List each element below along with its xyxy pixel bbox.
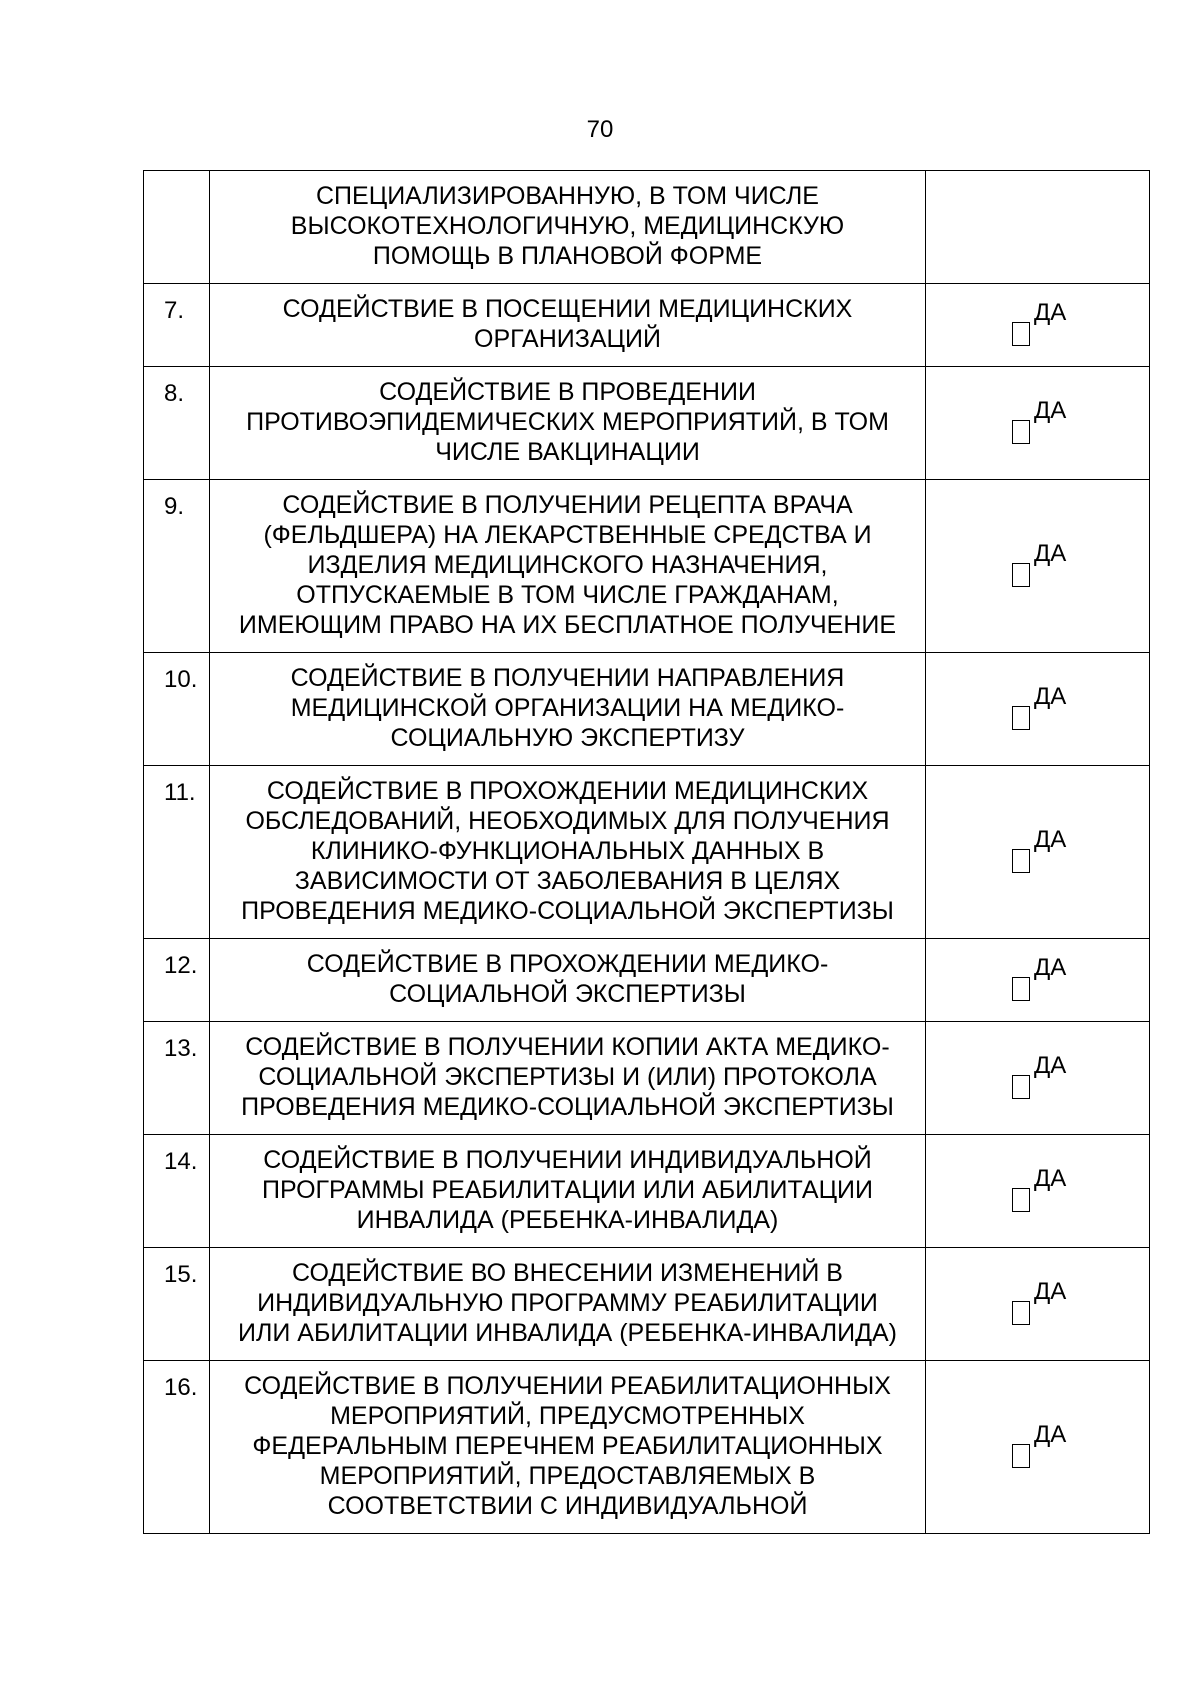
yes-option[interactable]: [1012, 1422, 1102, 1472]
yes-option[interactable]: [1012, 1279, 1102, 1329]
yes-label: ДА: [1034, 1165, 1067, 1192]
checkbox[interactable]: [1012, 977, 1030, 1001]
service-description: СОДЕЙСТВИЕ В ПОЛУЧЕНИИ РЕАБИЛИТАЦИОННЫХ МЕРОПРИЯТИЙ, ПРЕДУСМОТРЕННЫХ ФЕДЕРАЛЬНЫМ ПЕРЕЧНЕМ РЕАБИЛИТАЦИОННЫХ МЕРОПРИЯТИЙ, ПРЕДОСТАВЛЯЕМЫХ В СООТВЕТСТВИИ С ИНДИВИДУАЛЬНОЙ: [210, 1361, 926, 1534]
yes-label: ДА: [1034, 954, 1067, 981]
table-row: [144, 1361, 1150, 1534]
yes-option[interactable]: [1012, 300, 1102, 350]
checkbox[interactable]: [1012, 420, 1030, 444]
table-row: [144, 653, 1150, 766]
yes-label: ДА: [1034, 826, 1067, 853]
answer-cell: [926, 653, 1150, 766]
table-row: [144, 171, 1150, 284]
answer-cell: [926, 367, 1150, 480]
checkbox[interactable]: [1012, 706, 1030, 730]
table-row: [144, 766, 1150, 939]
answer-cell: [926, 1248, 1150, 1361]
page-number: 70: [586, 116, 614, 143]
yes-label: ДА: [1034, 299, 1067, 326]
yes-label: ДА: [1034, 683, 1067, 710]
table-row: [144, 1248, 1150, 1361]
service-description: СПЕЦИАЛИЗИРОВАННУЮ, В ТОМ ЧИСЛЕ ВЫСОКОТЕХНОЛОГИЧНУЮ, МЕДИЦИНСКУЮ ПОМОЩЬ В ПЛАНОВОЙ ФОРМЕ: [210, 171, 926, 284]
answer-cell: [926, 1022, 1150, 1135]
services-table: [143, 170, 1150, 1534]
yes-option[interactable]: [1012, 827, 1102, 877]
row-number: 12.: [144, 939, 210, 1022]
yes-label: ДА: [1034, 397, 1067, 424]
checkbox[interactable]: [1012, 1075, 1030, 1099]
service-description: СОДЕЙСТВИЕ В ПОЛУЧЕНИИ КОПИИ АКТА МЕДИКО- СОЦИАЛЬНОЙ ЭКСПЕРТИЗЫ И (ИЛИ) ПРОТОКОЛА ПРОВЕДЕНИЯ МЕДИКО-СОЦИАЛЬНОЙ ЭКСПЕРТИЗЫ: [210, 1022, 926, 1135]
yes-option[interactable]: [1012, 398, 1102, 448]
service-description: СОДЕЙСТВИЕ В ПРОХОЖДЕНИИ МЕДИЦИНСКИХ ОБСЛЕДОВАНИЙ, НЕОБХОДИМЫХ ДЛЯ ПОЛУЧЕНИЯ КЛИНИКО-ФУНКЦИОНАЛЬНЫХ ДАННЫХ В ЗАВИСИМОСТИ ОТ ЗАБОЛЕВАНИЯ В ЦЕЛЯХ ПРОВЕДЕНИЯ МЕДИКО-СОЦИАЛЬНОЙ ЭКСПЕРТИЗЫ: [210, 766, 926, 939]
answer-cell: [926, 284, 1150, 367]
yes-option[interactable]: [1012, 684, 1102, 734]
row-number: 9.: [144, 480, 210, 653]
service-description: СОДЕЙСТВИЕ В ПОЛУЧЕНИИ НАПРАВЛЕНИЯ МЕДИЦИНСКОЙ ОРГАНИЗАЦИИ НА МЕДИКО- СОЦИАЛЬНУЮ ЭКСПЕРТИЗУ: [210, 653, 926, 766]
table-row: [144, 284, 1150, 367]
row-number: 10.: [144, 653, 210, 766]
row-number: 15.: [144, 1248, 210, 1361]
service-description: СОДЕЙСТВИЕ В ПОЛУЧЕНИИ РЕЦЕПТА ВРАЧА (ФЕЛЬДШЕРА) НА ЛЕКАРСТВЕННЫЕ СРЕДСТВА И ИЗДЕЛИЯ МЕДИЦИНСКОГО НАЗНАЧЕНИЯ, ОТПУСКАЕМЫЕ В ТОМ ЧИСЛЕ ГРАЖДАНАМ, ИМЕЮЩИМ ПРАВО НА ИХ БЕСПЛАТНОЕ ПОЛУЧЕНИЕ: [210, 480, 926, 653]
answer-cell: [926, 480, 1150, 653]
service-description: СОДЕЙСТВИЕ В ПОСЕЩЕНИИ МЕДИЦИНСКИХ ОРГАНИЗАЦИЙ: [210, 284, 926, 367]
checkbox[interactable]: [1012, 563, 1030, 587]
row-number: 16.: [144, 1361, 210, 1534]
service-description: СОДЕЙСТВИЕ В ПОЛУЧЕНИИ ИНДИВИДУАЛЬНОЙ ПРОГРАММЫ РЕАБИЛИТАЦИИ ИЛИ АБИЛИТАЦИИ ИНВАЛИДА (РЕБЕНКА-ИНВАЛИДА): [210, 1135, 926, 1248]
yes-label: ДА: [1034, 540, 1067, 567]
checkbox[interactable]: [1012, 849, 1030, 873]
table-row: [144, 1135, 1150, 1248]
yes-option[interactable]: [1012, 541, 1102, 591]
answer-cell: [926, 766, 1150, 939]
checkbox[interactable]: [1012, 1301, 1030, 1325]
table-row: [144, 1022, 1150, 1135]
answer-cell: [926, 1135, 1150, 1248]
service-description: СОДЕЙСТВИЕ ВО ВНЕСЕНИИ ИЗМЕНЕНИЙ В ИНДИВИДУАЛЬНУЮ ПРОГРАММУ РЕАБИЛИТАЦИИ ИЛИ АБИЛИТАЦИИ ИНВАЛИДА (РЕБЕНКА-ИНВАЛИДА): [210, 1248, 926, 1361]
yes-option[interactable]: [1012, 1166, 1102, 1216]
row-number: 8.: [144, 367, 210, 480]
checkbox[interactable]: [1012, 1444, 1030, 1468]
yes-label: ДА: [1034, 1278, 1067, 1305]
table-row: [144, 480, 1150, 653]
answer-cell: [926, 939, 1150, 1022]
service-description: СОДЕЙСТВИЕ В ПРОХОЖДЕНИИ МЕДИКО- СОЦИАЛЬНОЙ ЭКСПЕРТИЗЫ: [210, 939, 926, 1022]
yes-label: ДА: [1034, 1052, 1067, 1079]
row-number: 13.: [144, 1022, 210, 1135]
checkbox[interactable]: [1012, 322, 1030, 346]
row-number: 14.: [144, 1135, 210, 1248]
yes-label: ДА: [1034, 1421, 1067, 1448]
table-row: [144, 367, 1150, 480]
row-number: 7.: [144, 284, 210, 367]
yes-option[interactable]: [1012, 1053, 1102, 1103]
answer-cell: [926, 1361, 1150, 1534]
row-number: [144, 171, 210, 284]
table-row: [144, 939, 1150, 1022]
answer-cell: [926, 171, 1150, 284]
yes-option[interactable]: [1012, 955, 1102, 1005]
checkbox[interactable]: [1012, 1188, 1030, 1212]
row-number: 11.: [144, 766, 210, 939]
service-description: СОДЕЙСТВИЕ В ПРОВЕДЕНИИ ПРОТИВОЭПИДЕМИЧЕСКИХ МЕРОПРИЯТИЙ, В ТОМ ЧИСЛЕ ВАКЦИНАЦИИ: [210, 367, 926, 480]
